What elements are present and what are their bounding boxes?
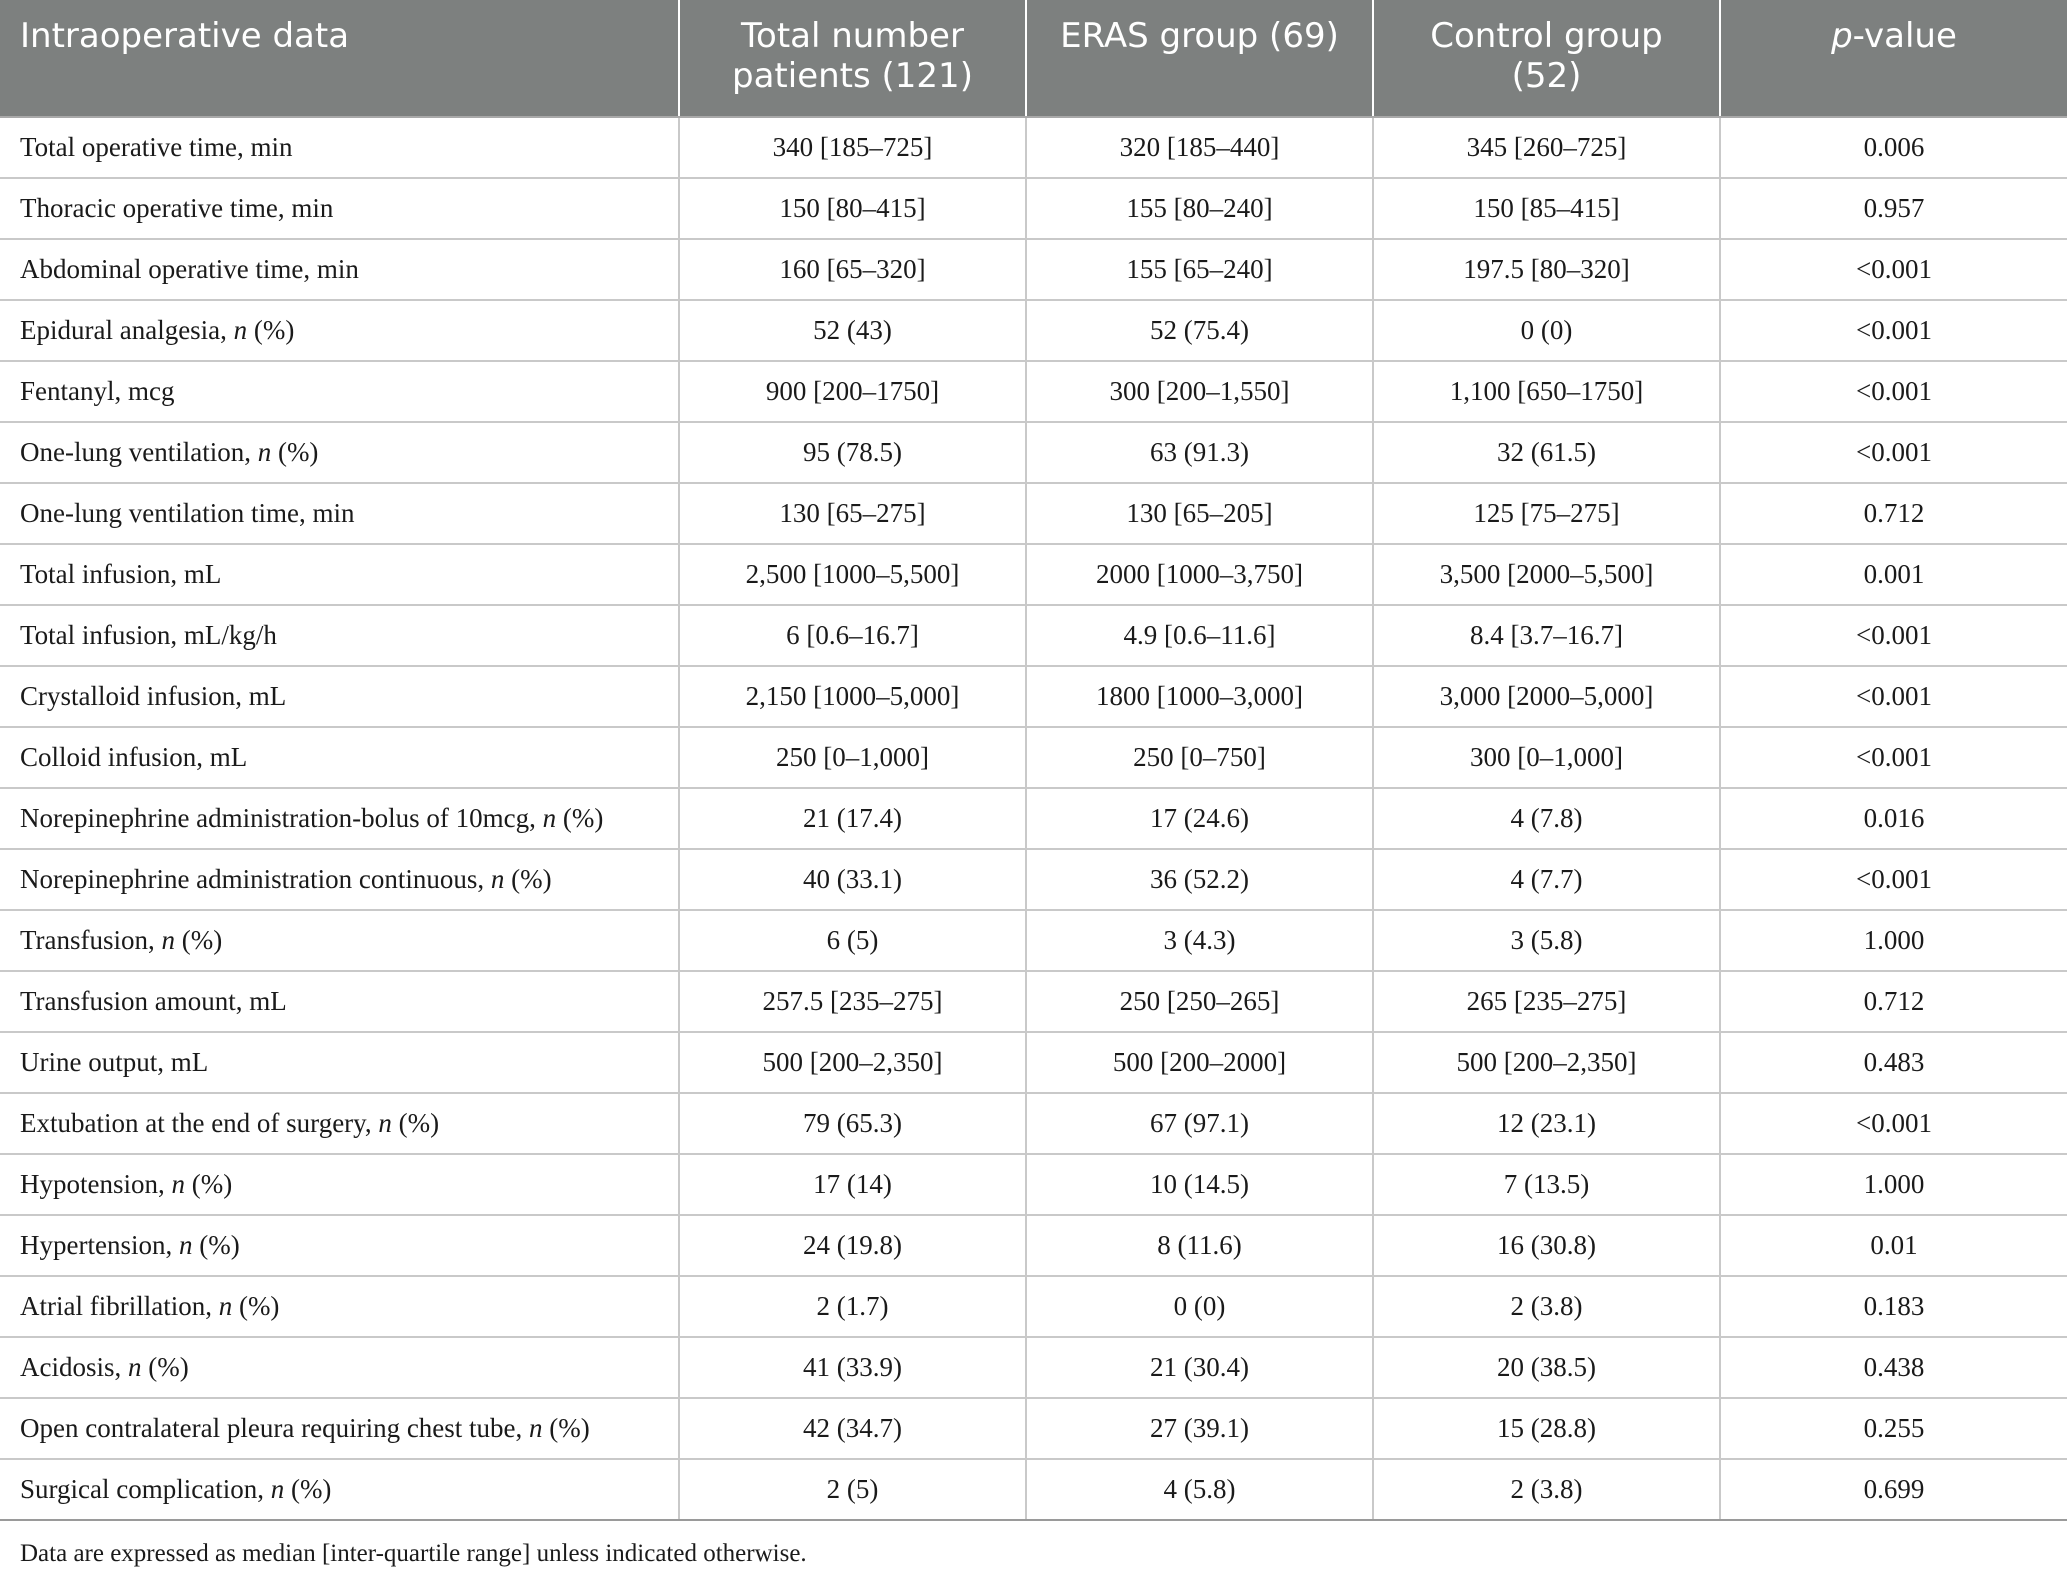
- row-label-n-italic: n: [178, 1230, 193, 1260]
- cell-total: 42 (34.7): [679, 1398, 1026, 1459]
- cell-total: 24 (19.8): [679, 1215, 1026, 1276]
- cell-control-group: 8.4 [3.7–16.7]: [1373, 605, 1720, 666]
- table-row: [0, 483, 2067, 544]
- cell-p-value: 0.957: [1720, 178, 2067, 239]
- row-label: [0, 666, 679, 727]
- row-label-suffix: (%): [175, 925, 223, 955]
- row-label: [0, 971, 679, 1032]
- cell-total: 150 [80–415]: [679, 178, 1026, 239]
- row-label-suffix: (%): [232, 1291, 280, 1321]
- row-label-suffix: (%): [284, 1474, 332, 1504]
- cell-control-group: 15 (28.8): [1373, 1398, 1720, 1459]
- cell-eras-group: 10 (14.5): [1026, 1154, 1373, 1215]
- row-label: [0, 1032, 679, 1093]
- cell-total: 500 [200–2,350]: [679, 1032, 1026, 1093]
- row-label-text: Transfusion,: [20, 925, 162, 955]
- cell-control-group: 12 (23.1): [1373, 1093, 1720, 1154]
- cell-total: 160 [65–320]: [679, 239, 1026, 300]
- table-row: [0, 666, 2067, 727]
- cell-p-value: 1.000: [1720, 1154, 2067, 1215]
- cell-total: 6 (5): [679, 910, 1026, 971]
- cell-eras-group: 300 [200–1,550]: [1026, 361, 1373, 422]
- row-label-text: Total infusion, mL: [20, 559, 222, 589]
- row-label-suffix: (%): [192, 1230, 240, 1260]
- row-label-suffix: (%): [556, 803, 604, 833]
- cell-eras-group: 250 [0–750]: [1026, 727, 1373, 788]
- cell-eras-group: 36 (52.2): [1026, 849, 1373, 910]
- cell-total: 21 (17.4): [679, 788, 1026, 849]
- row-label: [0, 1337, 679, 1398]
- cell-p-value: <0.001: [1720, 605, 2067, 666]
- row-label: [0, 605, 679, 666]
- cell-p-value: 0.183: [1720, 1276, 2067, 1337]
- cell-eras-group: 4 (5.8): [1026, 1459, 1373, 1520]
- cell-eras-group: 155 [65–240]: [1026, 239, 1373, 300]
- row-label-text: One-lung ventilation,: [20, 437, 258, 467]
- cell-p-value: 0.438: [1720, 1337, 2067, 1398]
- cell-total: 130 [65–275]: [679, 483, 1026, 544]
- table-row: [0, 1215, 2067, 1276]
- cell-p-value: 0.712: [1720, 971, 2067, 1032]
- row-label-text: Open contralateral pleura requiring chest tube,: [20, 1413, 530, 1443]
- row-label-text: Norepinephrine administration continuous,: [20, 864, 491, 894]
- row-label-n-italic: n: [542, 803, 557, 833]
- cell-total: 2,500 [1000–5,500]: [679, 544, 1026, 605]
- row-label-text: One-lung ventilation time, min: [20, 498, 355, 528]
- row-label: [0, 849, 679, 910]
- table-row: [0, 544, 2067, 605]
- cell-total: 41 (33.9): [679, 1337, 1026, 1398]
- row-label-n-italic: n: [128, 1352, 142, 1382]
- cell-control-group: 265 [235–275]: [1373, 971, 1720, 1032]
- row-label: [0, 1459, 679, 1520]
- cell-control-group: 7 (13.5): [1373, 1154, 1720, 1215]
- table-row: [0, 1398, 2067, 1459]
- table-row: [0, 178, 2067, 239]
- row-label-suffix: (%): [247, 315, 295, 345]
- row-label-suffix: (%): [141, 1352, 189, 1382]
- cell-control-group: 1,100 [650–1750]: [1373, 361, 1720, 422]
- table-header: [0, 0, 2067, 117]
- cell-total: 2 (1.7): [679, 1276, 1026, 1337]
- header-row: [0, 0, 2067, 117]
- header-total-patients-line1: Total number: [741, 16, 964, 56]
- cell-p-value: <0.001: [1720, 1093, 2067, 1154]
- row-label: [0, 239, 679, 300]
- header-p-italic: p: [1831, 16, 1853, 56]
- table-row: [0, 300, 2067, 361]
- cell-eras-group: 63 (91.3): [1026, 422, 1373, 483]
- cell-eras-group: 52 (75.4): [1026, 300, 1373, 361]
- cell-total: 250 [0–1,000]: [679, 727, 1026, 788]
- cell-p-value: 0.699: [1720, 1459, 2067, 1520]
- cell-control-group: 4 (7.7): [1373, 849, 1720, 910]
- cell-p-value: <0.001: [1720, 239, 2067, 300]
- cell-eras-group: 21 (30.4): [1026, 1337, 1373, 1398]
- header-control-group: [1373, 0, 1720, 117]
- cell-eras-group: 0 (0): [1026, 1276, 1373, 1337]
- row-label: [0, 910, 679, 971]
- cell-eras-group: 8 (11.6): [1026, 1215, 1373, 1276]
- cell-control-group: 125 [75–275]: [1373, 483, 1720, 544]
- row-label-text: Transfusion amount, mL: [20, 986, 287, 1016]
- header-total-patients: [679, 0, 1026, 117]
- row-label-text: Atrial fibrillation,: [20, 1291, 219, 1321]
- table-row: [0, 727, 2067, 788]
- cell-eras-group: 4.9 [0.6–11.6]: [1026, 605, 1373, 666]
- row-label: [0, 117, 679, 178]
- cell-p-value: <0.001: [1720, 300, 2067, 361]
- cell-control-group: 197.5 [80–320]: [1373, 239, 1720, 300]
- row-label: [0, 727, 679, 788]
- row-label-n-italic: n: [218, 1291, 233, 1321]
- header-p-value: [1720, 0, 2067, 117]
- row-label: [0, 361, 679, 422]
- table-row: [0, 788, 2067, 849]
- row-label-text: Norepinephrine administration-bolus of 10mcg,: [20, 803, 543, 833]
- row-label: [0, 1276, 679, 1337]
- header-control-group-line2: (52): [1511, 56, 1582, 96]
- row-label-n-italic: n: [529, 1413, 543, 1443]
- row-label-text: Hypertension,: [20, 1230, 179, 1260]
- cell-p-value: <0.001: [1720, 666, 2067, 727]
- cell-control-group: 16 (30.8): [1373, 1215, 1720, 1276]
- cell-total: 40 (33.1): [679, 849, 1026, 910]
- row-label: [0, 544, 679, 605]
- cell-total: 17 (14): [679, 1154, 1026, 1215]
- cell-control-group: 4 (7.8): [1373, 788, 1720, 849]
- table-row: [0, 422, 2067, 483]
- row-label: [0, 300, 679, 361]
- row-label-text: Acidosis,: [20, 1352, 128, 1382]
- cell-eras-group: 320 [185–440]: [1026, 117, 1373, 178]
- cell-control-group: 345 [260–725]: [1373, 117, 1720, 178]
- row-label-text: Surgical complication,: [20, 1474, 271, 1504]
- row-label-n-italic: n: [171, 1169, 185, 1199]
- table-row: [0, 910, 2067, 971]
- row-label-suffix: (%): [504, 864, 552, 894]
- cell-eras-group: 27 (39.1): [1026, 1398, 1373, 1459]
- table-row: [0, 605, 2067, 666]
- row-label-suffix: (%): [391, 1108, 440, 1138]
- cell-eras-group: 1800 [1000–3,000]: [1026, 666, 1373, 727]
- row-label-n-italic: n: [378, 1108, 392, 1138]
- header-intraoperative-data: Intraoperative data: [0, 0, 679, 117]
- row-label-n-italic: n: [257, 437, 272, 467]
- row-label: [0, 422, 679, 483]
- row-label-text: Hypotension,: [20, 1169, 172, 1199]
- row-label-text: Epidural analgesia,: [20, 315, 234, 345]
- cell-eras-group: 17 (24.6): [1026, 788, 1373, 849]
- cell-p-value: <0.001: [1720, 727, 2067, 788]
- cell-eras-group: 2000 [1000–3,750]: [1026, 544, 1373, 605]
- cell-p-value: 0.255: [1720, 1398, 2067, 1459]
- table-body: [0, 117, 2067, 1520]
- cell-p-value: 0.006: [1720, 117, 2067, 178]
- cell-control-group: 2 (3.8): [1373, 1459, 1720, 1520]
- row-label: [0, 1093, 679, 1154]
- row-label: [0, 1154, 679, 1215]
- cell-total: 257.5 [235–275]: [679, 971, 1026, 1032]
- row-label: [0, 1398, 679, 1459]
- cell-p-value: 0.712: [1720, 483, 2067, 544]
- cell-p-value: 0.016: [1720, 788, 2067, 849]
- row-label-text: Abdominal operative time, min: [20, 254, 359, 284]
- cell-p-value: <0.001: [1720, 422, 2067, 483]
- cell-control-group: 3 (5.8): [1373, 910, 1720, 971]
- table-footnote: Data are expressed as median [inter-quartile range] unless indicated otherwise.: [20, 1540, 807, 1567]
- cell-total: 340 [185–725]: [679, 117, 1026, 178]
- table-row: [0, 971, 2067, 1032]
- cell-total: 2,150 [1000–5,000]: [679, 666, 1026, 727]
- row-label: [0, 483, 679, 544]
- cell-p-value: 0.001: [1720, 544, 2067, 605]
- cell-total: 95 (78.5): [679, 422, 1026, 483]
- row-label-text: Urine output, mL: [20, 1047, 209, 1077]
- cell-control-group: 20 (38.5): [1373, 1337, 1720, 1398]
- table-row: [0, 1337, 2067, 1398]
- table-row: [0, 849, 2067, 910]
- table-row: [0, 239, 2067, 300]
- row-label-text: Crystalloid infusion, mL: [20, 681, 287, 711]
- cell-eras-group: 155 [80–240]: [1026, 178, 1373, 239]
- row-label-n-italic: n: [233, 315, 248, 345]
- cell-eras-group: 3 (4.3): [1026, 910, 1373, 971]
- row-label-n-italic: n: [490, 864, 505, 894]
- cell-p-value: <0.001: [1720, 849, 2067, 910]
- table-row: [0, 1154, 2067, 1215]
- row-label-text: Extubation at the end of surgery,: [20, 1108, 379, 1138]
- cell-p-value: <0.001: [1720, 361, 2067, 422]
- cell-total: 52 (43): [679, 300, 1026, 361]
- cell-p-value: 0.01: [1720, 1215, 2067, 1276]
- row-label-text: Colloid infusion, mL: [20, 742, 248, 772]
- cell-control-group: 3,000 [2000–5,000]: [1373, 666, 1720, 727]
- cell-control-group: 32 (61.5): [1373, 422, 1720, 483]
- cell-p-value: 0.483: [1720, 1032, 2067, 1093]
- row-label-n-italic: n: [270, 1474, 285, 1504]
- row-label-suffix: (%): [271, 437, 319, 467]
- table-row: [0, 1093, 2067, 1154]
- cell-total: 2 (5): [679, 1459, 1026, 1520]
- cell-eras-group: 130 [65–205]: [1026, 483, 1373, 544]
- cell-control-group: 3,500 [2000–5,500]: [1373, 544, 1720, 605]
- cell-total: 79 (65.3): [679, 1093, 1026, 1154]
- row-label-suffix: (%): [185, 1169, 233, 1199]
- cell-eras-group: 250 [250–265]: [1026, 971, 1373, 1032]
- cell-eras-group: 67 (97.1): [1026, 1093, 1373, 1154]
- cell-control-group: 0 (0): [1373, 300, 1720, 361]
- row-label-text: Fentanyl, mcg: [20, 376, 175, 406]
- header-control-group-line1: Control group: [1430, 16, 1663, 56]
- header-total-patients-line2: patients (121): [732, 56, 973, 96]
- row-label-text: Thoracic operative time, min: [20, 193, 334, 223]
- table-row: [0, 1459, 2067, 1520]
- row-label-suffix: (%): [542, 1413, 590, 1443]
- header-p-rest: -value: [1852, 16, 1957, 56]
- table-row: [0, 1032, 2067, 1093]
- table-row: [0, 117, 2067, 178]
- header-eras-group: ERAS group (69): [1026, 0, 1373, 117]
- row-label-text: Total infusion, mL/kg/h: [20, 620, 277, 650]
- cell-total: 900 [200–1750]: [679, 361, 1026, 422]
- table-row: [0, 1276, 2067, 1337]
- cell-control-group: 2 (3.8): [1373, 1276, 1720, 1337]
- cell-total: 6 [0.6–16.7]: [679, 605, 1026, 666]
- cell-eras-group: 500 [200–2000]: [1026, 1032, 1373, 1093]
- cell-p-value: 1.000: [1720, 910, 2067, 971]
- row-label-n-italic: n: [161, 925, 176, 955]
- row-label-text: Total operative time, min: [20, 132, 293, 162]
- row-label: [0, 1215, 679, 1276]
- cell-control-group: 500 [200–2,350]: [1373, 1032, 1720, 1093]
- cell-control-group: 300 [0–1,000]: [1373, 727, 1720, 788]
- cell-control-group: 150 [85–415]: [1373, 178, 1720, 239]
- row-label: [0, 178, 679, 239]
- row-label: [0, 788, 679, 849]
- table-row: [0, 361, 2067, 422]
